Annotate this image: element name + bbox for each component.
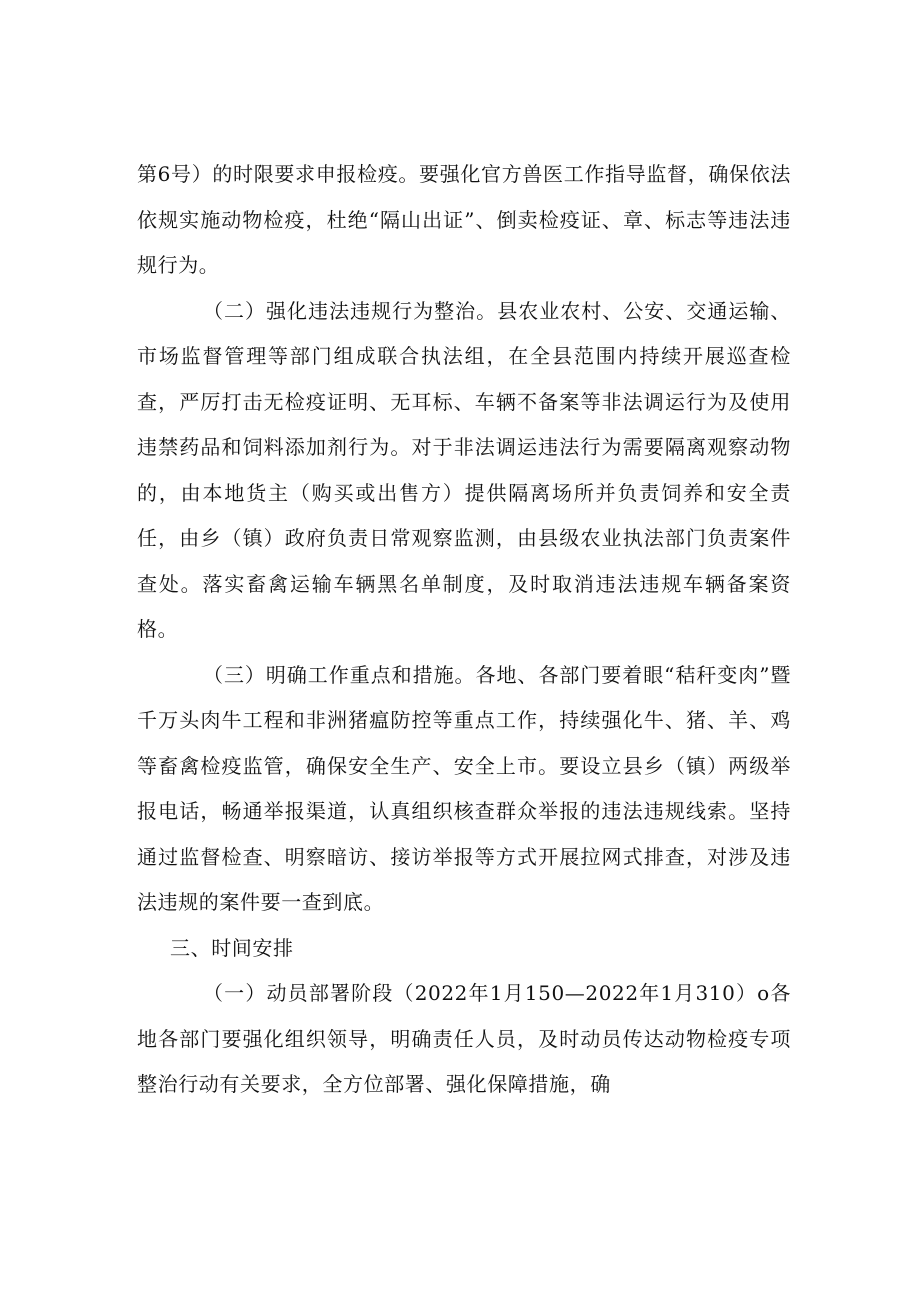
section-heading-schedule: 三、时间安排: [170, 935, 294, 960]
document-body: [137, 152, 791, 1108]
measure-3-paragraph: （三）明确工作重点和措施。各地、各部门要着眼“秸秆变肉”暨千万头肉牛工程和非洲猪瘟防控等重点工作，持续强化牛、猪、羊、鸡等畜禽检疫监管，确保安全生产、安全上市。要设立县乡（镇）两级举报电话，畅通举报渠道，认真组织核查群众举报的违法违规线索。坚持通过监督检查、明察暗访、接访举报等方式开展拉网式排查，对涉及违法违规的案件要一查到底。: [137, 662, 791, 914]
continuation-paragraph: 第6号）的时限要求申报检疫。要强化官方兽医工作指导监督，确保依法依规实施动物检疫，杜绝“隔山出证”、倒卖检疫证、章、标志等违法违规行为。: [137, 162, 791, 277]
measure-2-paragraph: （二）强化违法违规行为整治。县农业农村、公安、交通运输、市场监督管理等部门组成联合执法组，在全县范围内持续开展巡查检查，严厉打击无检疫证明、无耳标、车辆不备案等非法调运行为及使用违禁药品和饲料添加剂行为。对于非法调运违法行为需要隔离观察动物的，由本地货主（购买或出售方）提供隔离场所并负责饲养和安全责任，由乡（镇）政府负责日常观察监测，由县级农业执法部门负责案件查处。落实畜禽运输车辆黑名单制度，及时取消违法违规车辆备案资格。: [137, 298, 791, 641]
stage-1-paragraph: （一）动员部署阶段（2022年1月150—2022年1月310）o各地各部门要强化组织领导，明确责任人员，及时动员传达动物检疫专项整治行动有关要求，全方位部署、强化保障措施，确: [137, 981, 791, 1096]
